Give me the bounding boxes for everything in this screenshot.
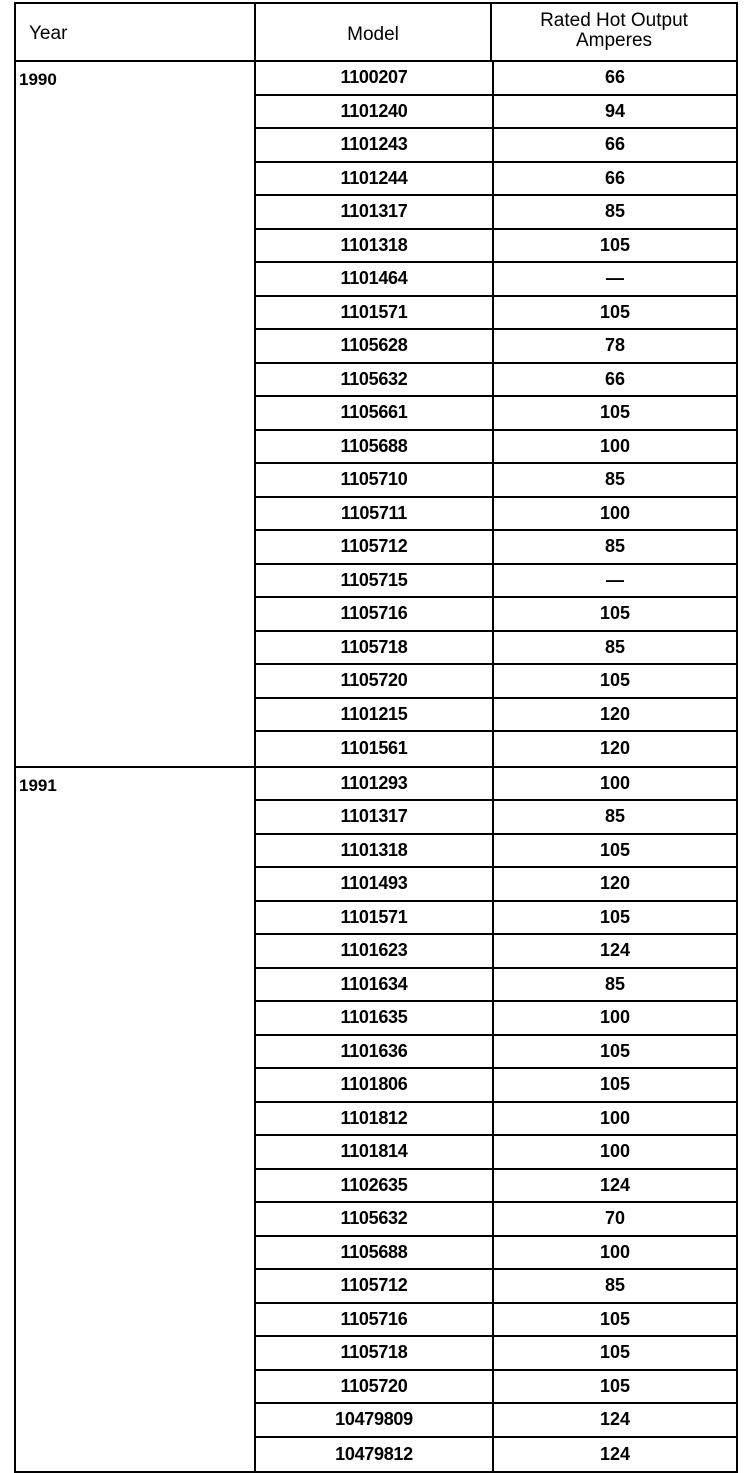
table-row bbox=[256, 1270, 736, 1304]
table-row bbox=[256, 632, 736, 666]
model-cell: 1100207 bbox=[256, 62, 494, 94]
amperes-cell: 100 bbox=[494, 1103, 736, 1135]
amperes-cell: 94 bbox=[494, 96, 736, 128]
amperes-cell: 100 bbox=[494, 431, 736, 463]
model-cell: 1105711 bbox=[256, 498, 494, 530]
amperes-cell: 66 bbox=[494, 163, 736, 195]
model-cell: 1105628 bbox=[256, 330, 494, 362]
model-cell: 1105720 bbox=[256, 1371, 494, 1403]
amperes-cell: 124 bbox=[494, 1404, 736, 1436]
model-cell: 10479809 bbox=[256, 1404, 494, 1436]
table-row bbox=[256, 969, 736, 1003]
amperes-cell: 105 bbox=[494, 835, 736, 867]
amperes-cell: 85 bbox=[494, 464, 736, 496]
model-cell: 1101244 bbox=[256, 163, 494, 195]
model-cell: 1105632 bbox=[256, 364, 494, 396]
table-row bbox=[256, 431, 736, 465]
table-row bbox=[256, 935, 736, 969]
amperes-cell: — bbox=[494, 565, 736, 597]
model-cell: 1101571 bbox=[256, 902, 494, 934]
table-row bbox=[256, 598, 736, 632]
amperes-cell: — bbox=[494, 263, 736, 295]
amperes-cell: 85 bbox=[494, 531, 736, 563]
amperes-cell: 124 bbox=[494, 1438, 736, 1472]
amperes-cell: 105 bbox=[494, 1036, 736, 1068]
model-cell: 1105720 bbox=[256, 665, 494, 697]
amperes-cell: 120 bbox=[494, 699, 736, 731]
table-row bbox=[256, 1371, 736, 1405]
amperes-cell: 85 bbox=[494, 801, 736, 833]
table-row bbox=[256, 96, 736, 130]
amperes-cell: 124 bbox=[494, 1170, 736, 1202]
table-row bbox=[256, 531, 736, 565]
amperes-cell: 66 bbox=[494, 62, 736, 94]
amperes-cell: 70 bbox=[494, 1203, 736, 1235]
table-row bbox=[256, 835, 736, 869]
model-cell: 1101634 bbox=[256, 969, 494, 1001]
alternator-output-table bbox=[14, 2, 738, 1473]
table-body bbox=[16, 62, 736, 1473]
amperes-cell: 105 bbox=[494, 598, 736, 630]
table-row bbox=[256, 1337, 736, 1371]
amperes-cell: 85 bbox=[494, 1270, 736, 1302]
table-row bbox=[256, 732, 736, 766]
amperes-cell: 105 bbox=[494, 1337, 736, 1369]
model-cell: 1105688 bbox=[256, 431, 494, 463]
amperes-cell: 100 bbox=[494, 1237, 736, 1269]
model-cell: 1105718 bbox=[256, 1337, 494, 1369]
amperes-cell: 120 bbox=[494, 868, 736, 900]
model-cell: 1101464 bbox=[256, 263, 494, 295]
amperes-cell: 105 bbox=[494, 397, 736, 429]
model-cell: 1101243 bbox=[256, 129, 494, 161]
table-row bbox=[256, 464, 736, 498]
model-cell: 1101215 bbox=[256, 699, 494, 731]
model-cell: 1101493 bbox=[256, 868, 494, 900]
amperes-column-header bbox=[492, 4, 736, 60]
table-row bbox=[256, 163, 736, 197]
model-cell: 1101293 bbox=[256, 768, 494, 800]
table-row bbox=[256, 330, 736, 364]
model-column-header: Model bbox=[256, 4, 492, 60]
table-row bbox=[256, 1002, 736, 1036]
model-cell: 1105715 bbox=[256, 565, 494, 597]
year-cell: 1991 bbox=[16, 768, 256, 1472]
amperes-header-line2: Amperes bbox=[492, 31, 736, 51]
amperes-cell: 100 bbox=[494, 1136, 736, 1168]
table-row bbox=[256, 196, 736, 230]
amperes-header-line1: Rated Hot Output bbox=[492, 11, 736, 31]
amperes-cell: 85 bbox=[494, 196, 736, 228]
model-rows bbox=[256, 62, 736, 766]
model-cell: 1102635 bbox=[256, 1170, 494, 1202]
table-row bbox=[256, 801, 736, 835]
model-cell: 1105710 bbox=[256, 464, 494, 496]
amperes-cell: 66 bbox=[494, 364, 736, 396]
amperes-cell: 100 bbox=[494, 768, 736, 800]
model-cell: 1105718 bbox=[256, 632, 494, 664]
table-row bbox=[256, 1203, 736, 1237]
model-cell: 1105632 bbox=[256, 1203, 494, 1235]
model-cell: 1105712 bbox=[256, 1270, 494, 1302]
table-row bbox=[256, 498, 736, 532]
amperes-cell: 105 bbox=[494, 1069, 736, 1101]
model-rows bbox=[256, 768, 736, 1472]
amperes-cell: 124 bbox=[494, 935, 736, 967]
model-cell: 1101623 bbox=[256, 935, 494, 967]
amperes-cell: 66 bbox=[494, 129, 736, 161]
table-row bbox=[256, 1304, 736, 1338]
amperes-cell: 105 bbox=[494, 1304, 736, 1336]
year-group bbox=[16, 62, 736, 768]
table-row bbox=[256, 565, 736, 599]
table-row bbox=[256, 1136, 736, 1170]
model-cell: 10479812 bbox=[256, 1438, 494, 1472]
model-cell: 1105688 bbox=[256, 1237, 494, 1269]
amperes-cell: 105 bbox=[494, 665, 736, 697]
amperes-cell: 105 bbox=[494, 297, 736, 329]
model-cell: 1101636 bbox=[256, 1036, 494, 1068]
table-row bbox=[256, 768, 736, 802]
table-row bbox=[256, 1404, 736, 1438]
table-row bbox=[256, 1036, 736, 1070]
model-cell: 1101571 bbox=[256, 297, 494, 329]
table-row bbox=[256, 397, 736, 431]
table-row bbox=[256, 1170, 736, 1204]
amperes-cell: 105 bbox=[494, 902, 736, 934]
model-cell: 1101318 bbox=[256, 835, 494, 867]
model-cell: 1105712 bbox=[256, 531, 494, 563]
model-cell: 1105716 bbox=[256, 1304, 494, 1336]
table-row bbox=[256, 699, 736, 733]
amperes-cell: 85 bbox=[494, 632, 736, 664]
table-row bbox=[256, 868, 736, 902]
model-cell: 1101317 bbox=[256, 196, 494, 228]
table-row bbox=[256, 297, 736, 331]
table-row bbox=[256, 263, 736, 297]
year-group bbox=[16, 768, 736, 1473]
model-cell: 1101814 bbox=[256, 1136, 494, 1168]
table-row bbox=[256, 364, 736, 398]
table-row bbox=[256, 1103, 736, 1137]
model-cell: 1101317 bbox=[256, 801, 494, 833]
model-cell: 1101635 bbox=[256, 1002, 494, 1034]
table-header bbox=[16, 4, 736, 62]
year-column-header: Year bbox=[16, 4, 256, 60]
table-row bbox=[256, 665, 736, 699]
model-cell: 1101561 bbox=[256, 732, 494, 766]
amperes-cell: 100 bbox=[494, 498, 736, 530]
amperes-cell: 85 bbox=[494, 969, 736, 1001]
table-row bbox=[256, 1069, 736, 1103]
table-row bbox=[256, 62, 736, 96]
year-cell: 1990 bbox=[16, 62, 256, 766]
table-row bbox=[256, 230, 736, 264]
table-row bbox=[256, 129, 736, 163]
model-cell: 1105661 bbox=[256, 397, 494, 429]
amperes-cell: 100 bbox=[494, 1002, 736, 1034]
model-cell: 1101240 bbox=[256, 96, 494, 128]
amperes-cell: 78 bbox=[494, 330, 736, 362]
model-cell: 1105716 bbox=[256, 598, 494, 630]
amperes-cell: 120 bbox=[494, 732, 736, 766]
amperes-cell: 105 bbox=[494, 1371, 736, 1403]
table-row bbox=[256, 902, 736, 936]
table-row bbox=[256, 1237, 736, 1271]
table-row bbox=[256, 1438, 736, 1472]
amperes-cell: 105 bbox=[494, 230, 736, 262]
model-cell: 1101806 bbox=[256, 1069, 494, 1101]
model-cell: 1101318 bbox=[256, 230, 494, 262]
model-cell: 1101812 bbox=[256, 1103, 494, 1135]
